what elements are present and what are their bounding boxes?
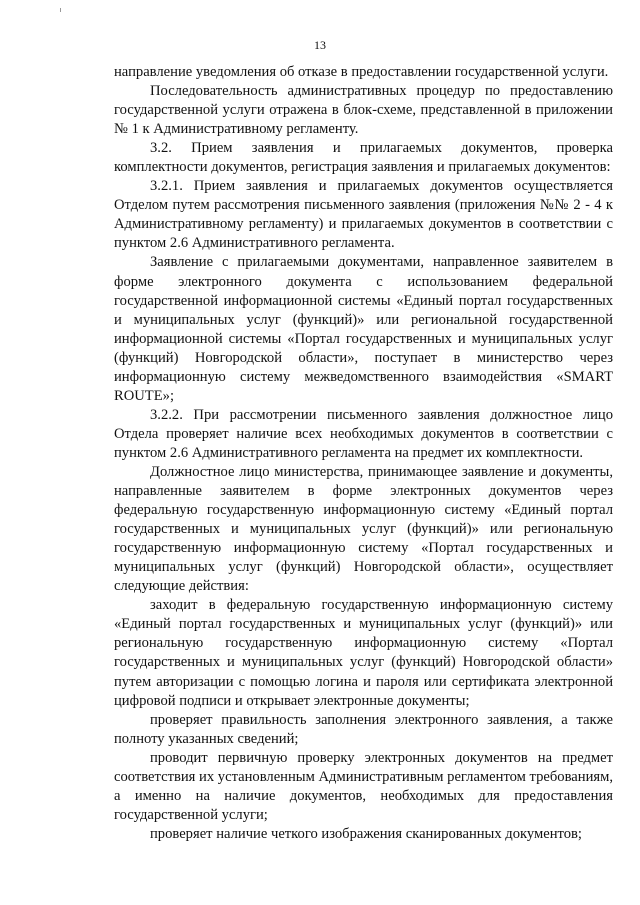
paragraph-action: проверяет правильность заполнения электронного заявления, а также полноту указанных сведений; <box>114 711 613 747</box>
page-number: 13 <box>314 38 326 52</box>
paragraph-action: проводит первичную проверку электронных документов на предмет соответствия их установленным Административным регламентом требованиям, а именно на наличие документов, необходимых для предоставления государственной услуги; <box>114 749 613 823</box>
paragraph-action: проверяет наличие четкого изображения сканированных документов; <box>150 825 582 842</box>
paragraph: Заявление с прилагаемыми документами, направленное заявителем в форме электронного документа с использованием федеральной государственной информационной системы «Единый портал государственных и муниципальных услуг (функций)» или региональной государственной информационной системы «Портал государственных и муниципальных услуг (функций) Новгородской области», поступает в министерство через информационную систему межведомственного взаимодействия «SMART ROUTE»; <box>114 254 613 404</box>
paragraph-section-3-2-2: 3.2.2. При рассмотрении письменного заявления должностное лицо Отдела проверяет наличие всех необходимых документов в соответствии с пунктом 2.6 Административного регламента на предмет их комплектности. <box>114 406 613 461</box>
scan-mark <box>60 8 61 12</box>
paragraph-action: заходит в федеральную государственную информационную систему «Единый портал государственных и муниципальных услуг (функций)» или региональную государственную информационную систему «Портал государственных и муниципальных услуг (функций) Новгородской области» путем авторизации с помощью логина и пароля или сертификата электронной цифровой подписи и открывает электронные документы; <box>114 597 613 709</box>
paragraph-continuation: направление уведомления об отказе в предоставлении государственной услуги. <box>114 64 609 80</box>
paragraph-section-3-2-1: 3.2.1. Прием заявления и прилагаемых документов осуществляется Отделом путем рассмотрения письменного заявления (приложения №№ 2 - 4 к Административному регламенту) и прилагаемых документов в соответствии с пунктом 2.6 Административного регламента. <box>114 178 613 252</box>
paragraph: Последовательность административных процедур по предоставлению государственной услуги отражена в блок-схеме, представленной в приложении № 1 к Административному регламенту. <box>114 83 613 138</box>
document-body <box>114 63 613 844</box>
paragraph-section-3-2: 3.2. Прием заявления и прилагаемых документов, проверка комплектности документов, регистрация заявления и прилагаемых документов: <box>114 140 613 176</box>
paragraph: Должностное лицо министерства, принимающее заявление и документы, направленные заявителем в форме электронных документов через федеральную государственную информационную систему «Единый портал государственных и муниципальных услуг (функций)» или региональную государственную информационную систему «Портал государственных и муниципальных услуг (функций) Новгородской области», осуществляет следующие действия: <box>114 463 613 595</box>
